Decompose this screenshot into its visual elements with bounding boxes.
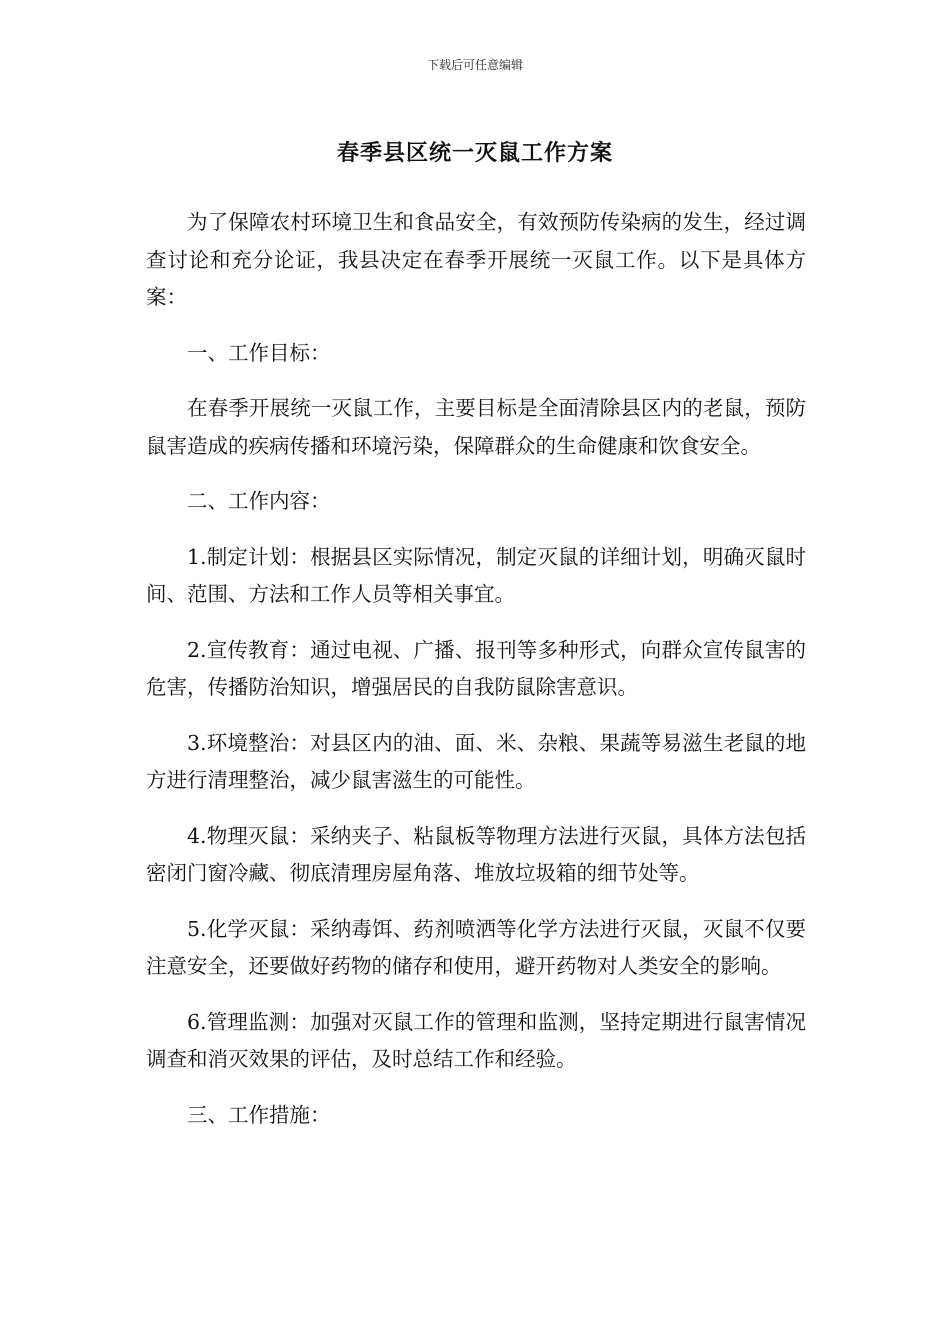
paragraph-goals: 在春季开展统一灭鼠工作，主要目标是全面清除县区内的老鼠，预防鼠害造成的疾病传播和环境污染，保障群众的生命健康和饮食安全。 xyxy=(146,396,806,458)
list-item-plan: 1.制定计划：根据县区实际情况，制定灭鼠的详细计划，明确灭鼠时间、范围、方法和工作人员等相关事宜。 xyxy=(146,544,806,606)
list-item-physical: 4.物理灭鼠：采纳夹子、粘鼠板等物理方法进行灭鼠，具体方法包括密闭门窗冷藏、彻底清理房屋角落、堆放垃圾箱的细节处等。 xyxy=(146,823,806,885)
section-heading-content: 二、工作内容： xyxy=(187,489,331,513)
list-item-monitoring: 6.管理监测：加强对灭鼠工作的管理和监测，坚持定期进行鼠害情况调查和消灭效果的评估，及时总结工作和经验。 xyxy=(146,1009,806,1071)
section-heading-measures: 三、工作措施： xyxy=(187,1102,331,1127)
paragraph-intro: 为了保障农村环境卫生和食品安全，有效预防传染病的发生，经过调查讨论和充分论证，我县决定在春季开展统一灭鼠工作。以下是具体方案： xyxy=(146,210,806,309)
section-heading-goals: 一、工作目标： xyxy=(187,340,331,365)
document-body xyxy=(146,204,806,1152)
list-item-environment: 3.环境整治：对县区内的油、面、米、杂粮、果蔬等易滋生老鼠的地方进行清理整治，减少鼠害滋生的可能性。 xyxy=(146,730,806,792)
list-item-education: 2.宣传教育：通过电视、广播、报刊等多种形式，向群众宣传鼠害的危害，传播防治知识，增强居民的自我防鼠除害意识。 xyxy=(146,637,806,699)
document-title: 春季县区统一灭鼠工作方案 xyxy=(336,141,613,166)
list-item-chemical: 5.化学灭鼠：采纳毒饵、药剂喷洒等化学方法进行灭鼠，灭鼠不仅要注意安全，还要做好药物的储存和使用，避开药物对人类安全的影响。 xyxy=(146,916,806,978)
header-note: 下载后可任意编辑 xyxy=(426,58,523,72)
